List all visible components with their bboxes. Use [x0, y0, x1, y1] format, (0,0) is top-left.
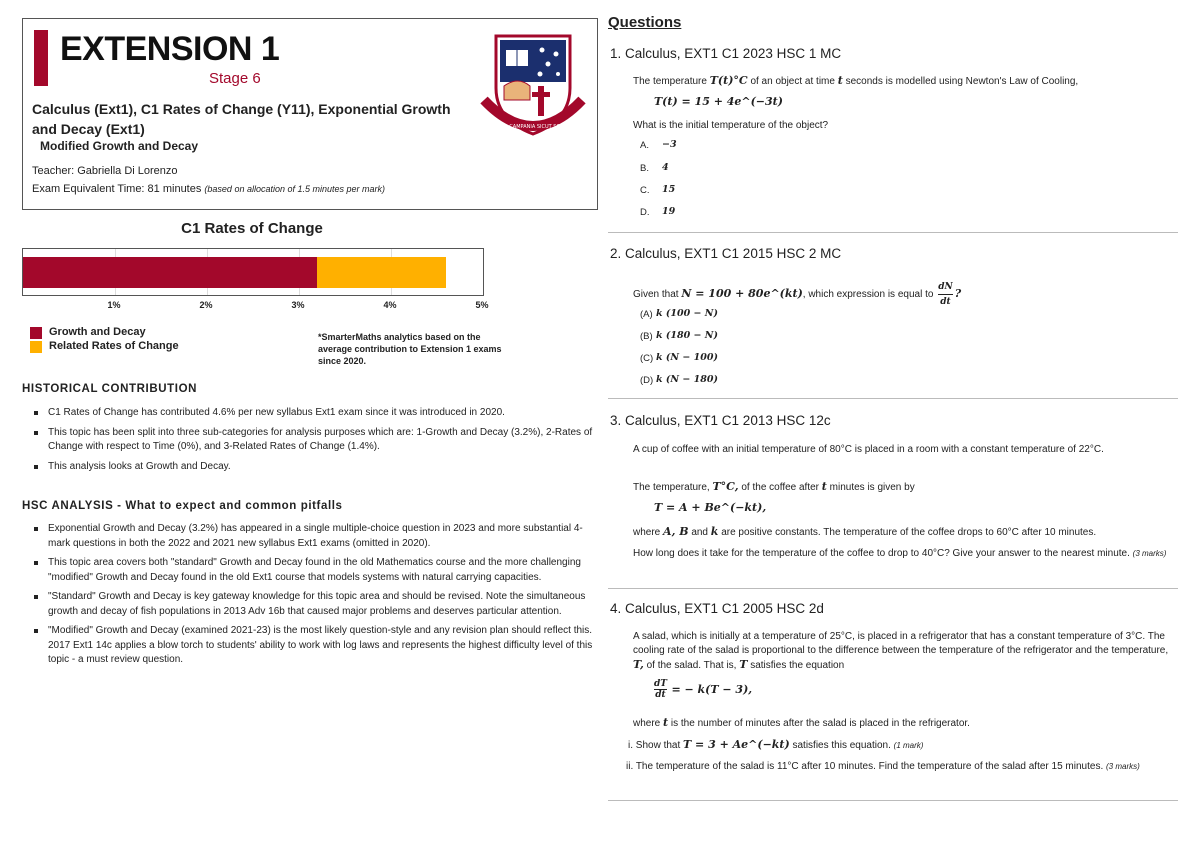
- q4-part-ii-marks: (3 marks): [1106, 762, 1140, 771]
- q2-text-c: ?: [954, 287, 962, 301]
- q2-option-value: k (180 − N): [656, 330, 718, 341]
- q2-deriv-den: dt: [940, 297, 951, 307]
- subtopic-label: Modified Growth and Decay: [40, 139, 199, 153]
- list-item: "Standard" Growth and Decay is key gateway knowledge for this topic area and should be revised. Note the simultaneous growth and decay of fish populations in 2013 Adv 16b that caused major problems and deserves particular attention.: [22, 590, 597, 619]
- question-2-title: 2. Calculus, EXT1 C1 2015 HSC 2 MC: [610, 246, 842, 261]
- q4-deriv-num: dT: [654, 679, 667, 689]
- q1-option-label: B.: [640, 163, 649, 174]
- q4-p1a: A salad, which is initially at a temperature of 25°C, is placed in a refrigerator that has a constant temperature of 3°C. The cooling rate of the salad is proportional to the difference between the temperature of the refrigerator and the temperature,: [633, 631, 1169, 656]
- q4-p2b: is the number of minutes after the salad is placed in the refrigerator.: [670, 718, 970, 729]
- x-tick-label: 2%: [199, 300, 213, 310]
- stage-label: Stage 6: [209, 70, 261, 87]
- questions-heading: Questions: [608, 14, 682, 31]
- q3-p4: How long does it take for the temperature of the coffee to drop to 40°C? Give your answer to the nearest minute.: [633, 548, 1130, 559]
- question-1-formula: T(t) = 15 + 4e^(−3t): [654, 95, 783, 108]
- x-tick-label: 5%: [475, 300, 489, 310]
- divider: [608, 800, 1178, 801]
- question-4-para-1: [633, 630, 1181, 673]
- q1-option-label: A.: [640, 140, 649, 151]
- q3-p2t: t: [821, 480, 827, 493]
- q1-text-a: The temperature: [633, 76, 707, 87]
- q2-option-value: k (N − 100): [656, 352, 718, 363]
- teacher-label: Teacher: Gabriella Di Lorenzo: [32, 165, 178, 177]
- legend-label-related: Related Rates of Change: [49, 340, 179, 352]
- q2-deriv-num: dN: [938, 280, 953, 295]
- q3-p2b: of the coffee after: [741, 482, 820, 493]
- q1-text-b: of an object at time: [750, 76, 835, 87]
- x-tick-label: 3%: [291, 300, 305, 310]
- divider: [608, 232, 1178, 233]
- school-crest-logo: [478, 30, 588, 140]
- question-3-para-4: [633, 547, 1181, 561]
- q3-p2a: The temperature,: [633, 482, 710, 493]
- legend-label-growth: Growth and Decay: [49, 326, 146, 338]
- q2-text-a: Given that: [633, 289, 679, 301]
- q4-formula: = − k(T − 3),: [671, 683, 753, 696]
- hsc-list: [22, 522, 597, 673]
- bar-related-rates: [317, 257, 446, 288]
- q3-p2c: minutes is given by: [829, 482, 915, 493]
- q4-p1b: of the salad. That is,: [646, 660, 737, 671]
- question-4-title: 4. Calculus, EXT1 C1 2005 HSC 2d: [610, 601, 824, 616]
- q1-option-label: C.: [640, 185, 650, 196]
- chart-title: C1 Rates of Change: [181, 220, 323, 237]
- q4-p2a: where: [633, 718, 661, 729]
- exam-time: [32, 183, 385, 195]
- q2-option-label: (C): [640, 353, 654, 364]
- question-4-part-ii: [626, 760, 1146, 774]
- q2-text-b: , which expression is equal to: [802, 289, 934, 301]
- question-3-para-2: [633, 480, 1181, 495]
- q3-marks: (3 marks): [1132, 549, 1167, 558]
- divider: [608, 588, 1178, 589]
- q1-option-label: D.: [640, 207, 650, 218]
- legend-swatch-growth: [30, 327, 42, 339]
- list-item: C1 Rates of Change has contributed 4.6% per new syllabus Ext1 exam since it was introduced in 2020.: [22, 406, 597, 421]
- list-item: Exponential Growth and Decay (3.2%) has appeared in a single multiple-choice question in 2023 and more substantial 4-mark questions in both the 2022 and 2021 new syllabus Ext1 exams (omitted in 2020).: [22, 522, 597, 551]
- question-3-title: 3. Calculus, EXT1 C1 2013 HSC 12c: [610, 413, 831, 428]
- exam-time-label: Exam Equivalent Time: 81 minutes: [32, 183, 202, 195]
- question-3-para-3: [633, 525, 1181, 540]
- q4-p1var2: T: [739, 658, 748, 671]
- divider: [608, 398, 1178, 399]
- question-2-text: [633, 280, 1181, 309]
- q2-option-label: (D): [640, 375, 654, 386]
- q3-p3b: and: [691, 527, 708, 538]
- crest-motto: VELLA CAMPANIA SICUT SCHOLA: [492, 124, 574, 130]
- q2-option-value: k (N − 180): [656, 374, 718, 385]
- bar-growth-and-decay: [23, 257, 317, 288]
- question-3-para-1: A cup of coffee with an initial temperature of 80°C is placed in a room with a constant temperature of 22°C.: [633, 444, 1104, 455]
- title-accent-bar: [34, 30, 48, 86]
- q3-p3c: are positive constants. The temperature of the coffee drops to 60°C after 10 minutes.: [721, 527, 1097, 538]
- q1-var-b: t: [837, 74, 843, 87]
- q1-text-c: seconds is modelled using Newton's Law of Cooling,: [845, 76, 1079, 87]
- q1-option-value: 15: [662, 184, 676, 195]
- x-tick-label: 4%: [383, 300, 397, 310]
- legend-swatch-related: [30, 341, 42, 353]
- q1-option-value: −3: [662, 139, 677, 150]
- question-1-title: 1. Calculus, EXT1 C1 2023 HSC 1 MC: [610, 46, 842, 61]
- question-4-para-2: [633, 716, 1181, 731]
- q1-option-value: 19: [662, 206, 676, 217]
- q4-deriv-den: dt: [655, 690, 666, 700]
- page-title: EXTENSION 1: [60, 30, 280, 68]
- list-item: This topic has been split into three sub-categories for analysis purposes which are: 1-Growth and Decay (3.2%), 2-Rates of Change with respect to Time (0%), and 3-Related Rates of Change (1.4%).: [22, 426, 597, 455]
- hsc-heading: HSC ANALYSIS - What to expect and common pitfalls: [22, 500, 343, 512]
- q4-p1c: satisfies the equation: [750, 660, 845, 671]
- q4-p1var: T,: [633, 658, 644, 671]
- q2-formula: N = 100 + 80e^(kt): [681, 287, 803, 301]
- chart-plot-area: [22, 248, 484, 296]
- x-tick-label: 1%: [107, 300, 121, 310]
- q2-derivative: [938, 280, 953, 309]
- historical-heading: HISTORICAL CONTRIBUTION: [22, 383, 198, 395]
- q2-option-value: k (100 − N): [656, 308, 718, 319]
- q4-derivative: [654, 679, 667, 700]
- question-1-text: [633, 74, 1181, 89]
- q4-part-i-formula: T = 3 + Ae^(−kt): [683, 738, 790, 751]
- question-3-formula: T = A + Be^(−kt),: [654, 501, 767, 514]
- exam-time-note: (based on allocation of 1.5 minutes per mark): [204, 184, 386, 194]
- q1-var-a: T(t)°C: [709, 74, 748, 87]
- q4-part-i-marks: (1 mark): [893, 741, 924, 750]
- q3-p3vars: A, B: [663, 525, 689, 538]
- q4-p2t: t: [663, 716, 669, 729]
- q2-option-label: (B): [640, 331, 653, 342]
- list-item: This topic area covers both "standard" Growth and Decay found in the old Mathematics course and the more challenging "modified" Growth and Decay found in the old Ext1 course that models systems with natural carrying capacities.: [22, 556, 597, 585]
- question-4-equation: [654, 679, 752, 700]
- q4-part-i-a: i. Show that: [628, 740, 681, 751]
- list-item: This analysis looks at Growth and Decay.: [22, 460, 597, 475]
- q1-option-value: 4: [662, 162, 669, 173]
- subject-heading: Calculus (Ext1), C1 Rates of Change (Y11), Exponential Growth and Decay (Ext1): [32, 101, 451, 137]
- question-1-prompt: What is the initial temperature of the object?: [633, 120, 829, 131]
- q2-option-label: (A): [640, 309, 653, 320]
- q4-part-ii-text: ii. The temperature of the salad is 11°C after 10 minutes. Find the temperature of the salad after 15 minutes.: [626, 761, 1104, 772]
- historical-list: [22, 406, 597, 479]
- analytics-note: *SmarterMaths analytics based on the average contribution to Extension 1 exams since 2020.: [318, 332, 502, 366]
- q3-p3a: where: [633, 527, 661, 538]
- q3-p2var: T°C,: [712, 480, 739, 493]
- question-4-part-i: [628, 738, 1176, 753]
- q3-p3k: k: [710, 525, 719, 538]
- q4-part-i-b: satisfies this equation.: [792, 740, 891, 751]
- list-item: "Modified" Growth and Decay (examined 2021-23) is the most likely question-style and any revision plan should reflect this. 2017 Ext1 14c applies a blow torch to students' ability to work with log laws and represents the highest difficulty level of this topic - a must review question.: [22, 624, 597, 668]
